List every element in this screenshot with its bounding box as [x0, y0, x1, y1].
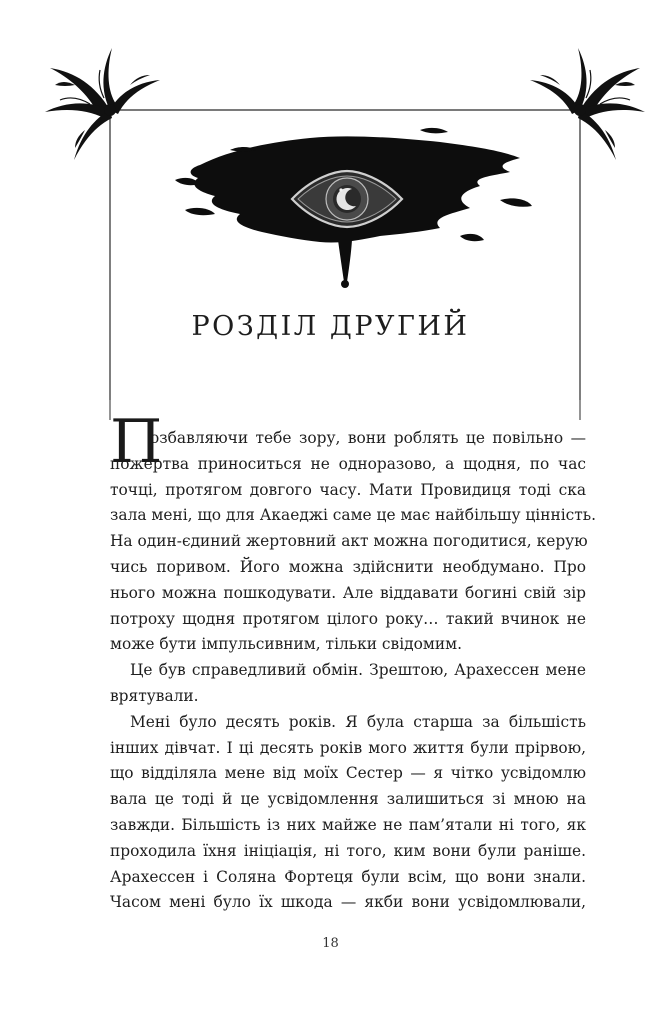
body-line: точці, протягом довгого часу. Мати Провидиця тоді ска [110, 480, 586, 499]
ink-brush-stroke-icon [175, 128, 532, 288]
body-line: інших дівчат. І ці десять років мого життя були прірвою, [110, 738, 586, 757]
body-line-text: озбавляючи тебе зору, вони роблять це повільно — [150, 429, 586, 447]
body-line: Мені було десять років. Я була старша за більшість [130, 712, 586, 731]
body-line: чись поривом. Його можна здійснити необдумано. Про [110, 557, 586, 576]
corner-ornament-right-icon [530, 48, 645, 160]
drop-cap: П [110, 407, 163, 477]
body-line: що відділяла мене від моїх Сестер — я чітко усвідомлю [110, 764, 586, 783]
body-line: проходила їхня ініціація, ні того, ким вони були раніше. [110, 841, 586, 860]
eye-icon [292, 171, 402, 227]
body-line: зала мені, що для Акаеджі саме це має найбільшу цінність. [110, 506, 597, 525]
body-line: врятували. [110, 686, 199, 705]
body-line: нього можна пошкодувати. Але віддавати богині свій зір [110, 583, 586, 602]
body-line: На один-єдиний жертовний акт можна погодитися, керую [110, 532, 588, 551]
corner-ornament-left-icon [45, 48, 160, 160]
body-line: потроху щодня протягом цілого року… такий вчинок не [110, 609, 586, 628]
decorative-frame [0, 0, 661, 420]
body-line: може бути імпульсивним, тільки свідомим. [110, 635, 462, 654]
page-number: 18 [322, 936, 339, 951]
body-line: Це був справедливий обмін. Зрештою, Арахессен мене [130, 661, 586, 680]
body-line: вала це тоді й це усвідомлення залишиться зі мною на [110, 790, 586, 809]
body-line: пожертва приноситься не одноразово, а щодня, по час [110, 454, 586, 473]
body-line: Арахессен і Соляна Фортеця були всім, що вони знали. [110, 867, 586, 886]
body-text [110, 407, 597, 916]
body-line: Часом мені було їх шкода — якби вони усвідомлювали, [110, 893, 586, 912]
chapter-title: РОЗДІЛ ДРУГИЙ [191, 311, 470, 342]
body-line: завжди. Більшість із них майже не пам’ятали ні того, як [110, 815, 586, 834]
